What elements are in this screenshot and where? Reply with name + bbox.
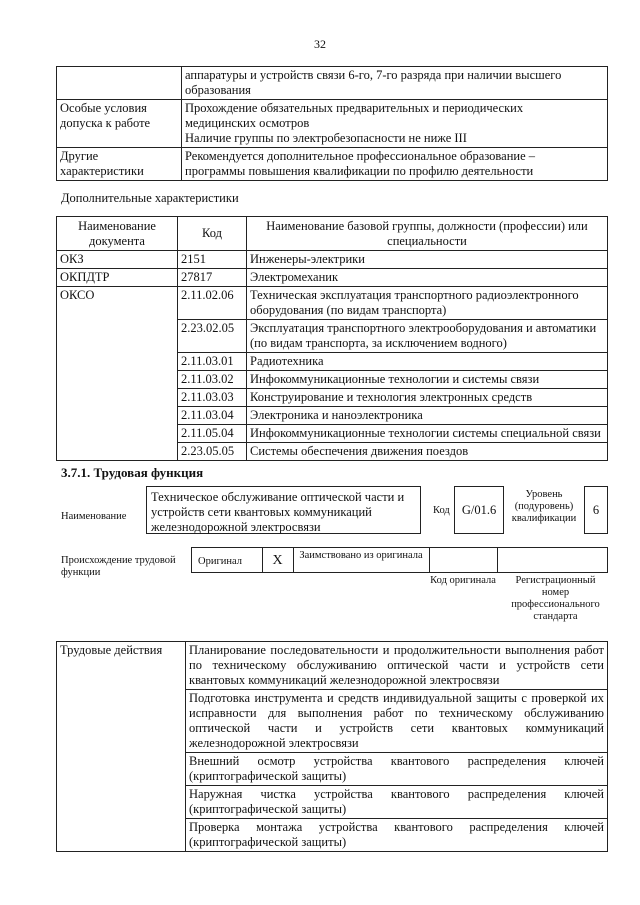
text-line: программы повышения квалификации по профилю деятельности: [185, 164, 534, 178]
row-label: Особые условия допуска к работе: [57, 100, 182, 148]
divider: [293, 547, 294, 573]
text-line: квантовых коммуникаций железнодорожной электросвязи: [189, 673, 500, 687]
name-cell: Инфокоммуникационные технологии системы специальной связи: [247, 425, 608, 443]
labor-actions-table: [56, 641, 608, 852]
text-line: по техническому обслуживанию оптической части и устройств сети: [189, 658, 604, 672]
action-cell: [186, 819, 608, 852]
row-label: Другие характеристики: [57, 148, 182, 181]
name-cell: Электромеханик: [247, 269, 608, 287]
code-original-label: Код оригинала: [430, 575, 496, 586]
borrowed-label: Заимствовано из оригинала: [299, 550, 423, 561]
row-value: [182, 100, 608, 148]
name-cell: Эксплуатация транспортного электрооборудования и автоматики (по видам транспорта, за исключением водного): [247, 320, 608, 353]
text-line: (криптографической защиты): [189, 835, 347, 849]
level-value: 6: [584, 486, 608, 534]
text-line: Подготовка инструмента и средств индивидуальной защиты с проверкой их: [189, 691, 604, 705]
doc-cell: ОКЗ: [57, 251, 178, 269]
table-row: [57, 287, 608, 320]
name-label: Наименование: [61, 511, 127, 522]
code-cell: 2151: [178, 251, 247, 269]
text-line: (криптографической защиты): [189, 802, 347, 816]
classifier-table: [56, 216, 608, 461]
row-label: [57, 67, 182, 100]
row-value: [182, 67, 608, 100]
text-line: медицинских осмотров: [185, 116, 310, 130]
text-line: Наличие группы по электробезопасности не ниже III: [185, 131, 467, 145]
text-line: Внешний осмотр устройства квантового распределения ключей: [189, 754, 604, 768]
name-cell: Системы обеспечения движения поездов: [247, 443, 608, 461]
name-cell: Техническая эксплуатация транспортного радиоэлектронного оборудования (по видам транспорта): [247, 287, 608, 320]
name-cell: Электроника и наноэлектроника: [247, 407, 608, 425]
doc-cell: ОКПДТР: [57, 269, 178, 287]
function-heading: 3.7.1. Трудовая функция: [61, 465, 204, 480]
text-line: Рекомендуется дополнительное профессиональное образование –: [185, 149, 536, 163]
name-cell: Инженеры-электрики: [247, 251, 608, 269]
column-header: Наименование документа: [57, 217, 178, 251]
action-cell: [186, 753, 608, 786]
code-cell: 27817: [178, 269, 247, 287]
section-title: Дополнительные характеристики: [61, 191, 239, 205]
table-row: [57, 251, 608, 269]
origin-label: Происхождение трудовой функции: [61, 555, 176, 578]
action-cell: [186, 642, 608, 690]
divider: [497, 547, 498, 573]
labor-actions-label: Трудовые действия: [57, 642, 186, 852]
text-line: аппаратуры и устройств связи 6-го, 7-го разряда при наличии высшего: [185, 68, 562, 82]
action-cell: [186, 786, 608, 819]
text-line: Наружная чистка устройства квантового распределения ключей: [189, 787, 604, 801]
registration-number-label: Регистрационный номер профессионального стандарта: [511, 575, 600, 622]
text-line: железнодорожной электросвязи: [189, 736, 359, 750]
row-value: [182, 148, 608, 181]
code-label: Код: [433, 505, 450, 516]
function-code-value: G/01.6: [454, 486, 504, 534]
code-cell: 2.11.03.01: [178, 353, 247, 371]
original-label: Оригинал: [198, 556, 242, 567]
divider: [429, 547, 430, 573]
function-name-value: Техническое обслуживание оптической части и устройств сети квантовых коммуникаций железнодорожной электросвязи: [146, 486, 421, 534]
characteristics-table: [56, 66, 608, 181]
table-row: [57, 642, 608, 690]
original-mark: X: [272, 553, 283, 568]
code-cell: 2.11.03.03: [178, 389, 247, 407]
code-cell: 2.23.05.05: [178, 443, 247, 461]
code-cell: 2.11.03.04: [178, 407, 247, 425]
text-line: (криптографической защиты): [189, 769, 347, 783]
column-header: Код: [178, 217, 247, 251]
name-cell: Инфокоммуникационные технологии и системы связи: [247, 371, 608, 389]
name-cell: Радиотехника: [247, 353, 608, 371]
name-cell: Конструирование и технология электронных средств: [247, 389, 608, 407]
code-cell: 2.23.02.05: [178, 320, 247, 353]
page-number: 32: [314, 37, 326, 51]
text-line: Прохождение обязательных предварительных и периодических: [185, 101, 524, 115]
level-label: Уровень (подуровень) квалификации: [511, 489, 577, 524]
doc-cell: ОКСО: [57, 287, 178, 461]
code-cell: 2.11.05.04: [178, 425, 247, 443]
column-header: Наименование базовой группы, должности (профессии) или специальности: [247, 217, 608, 251]
text-line: Проверка монтажа устройства квантового распределения ключей: [189, 820, 604, 834]
action-cell: [186, 690, 608, 753]
table-row: [57, 269, 608, 287]
text-line: образования: [185, 83, 251, 97]
code-cell: 2.11.02.06: [178, 287, 247, 320]
text-line: оптической части и устройств сети квантовых коммуникаций: [189, 721, 604, 735]
text-line: исправности для выполнения работ по техническому обслуживанию: [189, 706, 604, 720]
code-cell: 2.11.03.02: [178, 371, 247, 389]
text-line: Планирование последовательности и продолжительности выполнения работ: [189, 643, 604, 657]
